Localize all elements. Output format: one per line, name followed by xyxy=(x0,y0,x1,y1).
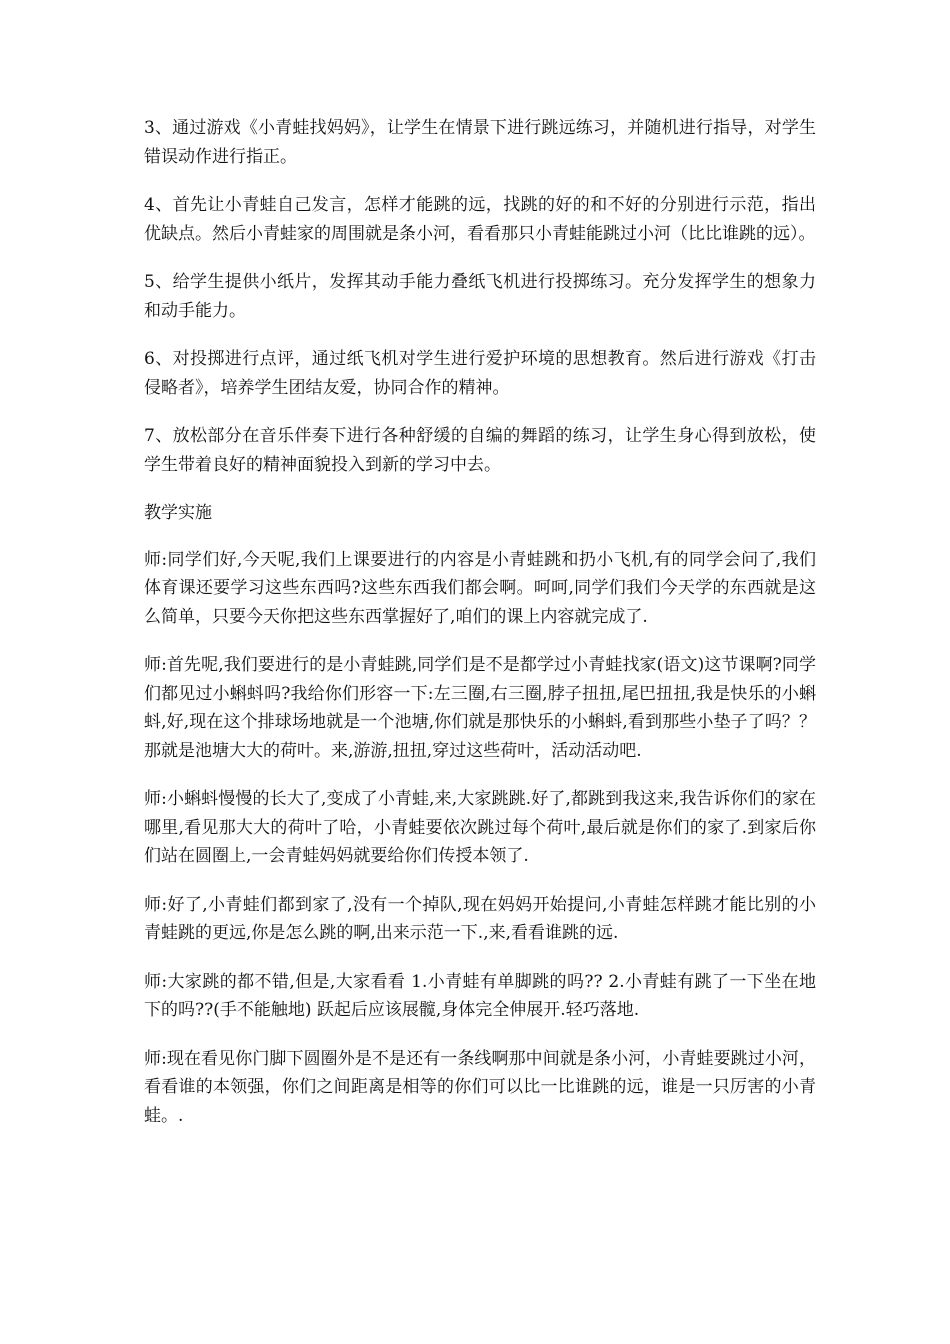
paragraph-step-3: 3、通过游戏《小青蛙找妈妈》，让学生在情景下进行跳远练习，并随机进行指导，对学生错误动作进行指正。 xyxy=(144,118,816,167)
teacher-paragraph-river: 师:现在看见你门脚下圆圈外是不是还有一条线啊那中间就是条小河，小青蛙要跳过小河，看看谁的本领强，你们之间距离是相等的你们可以比一比谁跳的远，谁是一只厉害的小青蛙。. xyxy=(144,1048,816,1126)
paragraph-step-7: 7、放松部分在音乐伴奏下进行各种舒缓的自编的舞蹈的练习，让学生身心得到放松，使学生带着良好的精神面貌投入到新的学习中去。 xyxy=(144,426,816,475)
document-body xyxy=(144,114,816,1150)
teacher-paragraph-tadpole: 师:首先呢,我们要进行的是小青蛙跳,同学们是不是都学过小青蛙找家(语文)这节课啊?同学们都见过小蝌蚪吗?我给你们形容一下:左三圈,右三圈,脖子扭扭,尾巴扭扭,我是快乐的小蝌蚪,好,现在这个排球场地就是一个池塘,你们就是那快乐的小蝌蚪,看到那些小垫子了吗？？那就是池塘大大的荷叶。来,游游,扭扭,穿过这些荷叶，活动活动吧. xyxy=(144,655,816,761)
section-heading: 教学实施 xyxy=(144,503,212,523)
paragraph-step-4: 4、首先让小青蛙自己发言，怎样才能跳的远，找跳的好的和不好的分别进行示范，指出优缺点。然后小青蛙家的周围就是条小河，看看那只小青蛙能跳过小河（比比谁跳的远）。 xyxy=(144,195,816,244)
teacher-paragraph-frog: 师:小蝌蚪慢慢的长大了,变成了小青蛙,来,大家跳跳.好了,都跳到我这来,我告诉你们的家在哪里,看见那大大的荷叶了哈，小青蛙要依次跳过每个荷叶,最后就是你们的家了.到家后你们站在圆圈上,一会青蛙妈妈就要给你们传授本领了. xyxy=(144,789,816,866)
paragraph-step-6: 6、对投掷进行点评，通过纸飞机对学生进行爱护环境的思想教育。然后进行游戏《打击侵略者》，培养学生团结友爱，协同合作的精神。 xyxy=(144,349,816,398)
teacher-paragraph-correction: 师:大家跳的都不错,但是,大家看看 1.小青蛙有单脚跳的吗?? 2.小青蛙有跳了一下坐在地下的吗??(手不能触地) 跃起后应该展髋,身体完全伸展开.轻巧落地. xyxy=(144,971,816,1020)
teacher-paragraph-demo: 师:好了,小青蛙们都到家了,没有一个掉队,现在妈妈开始提问,小青蛙怎样跳才能比别的小青蛙跳的更远,你是怎么跳的啊,出来示范一下.,来,看看谁跳的远. xyxy=(144,894,816,943)
paragraph-step-5: 5、给学生提供小纸片，发挥其动手能力叠纸飞机进行投掷练习。充分发挥学生的想象力和动手能力。 xyxy=(144,272,816,321)
teacher-paragraph-intro: 师:同学们好,今天呢,我们上课要进行的内容是小青蛙跳和扔小飞机,有的同学会问了,我们体育课还要学习这些东西吗?这些东西我们都会啊。呵呵,同学们我们今天学的东西就是这么简单，只要今天你把这些东西掌握好了,咱们的课上内容就完成了. xyxy=(144,549,816,627)
